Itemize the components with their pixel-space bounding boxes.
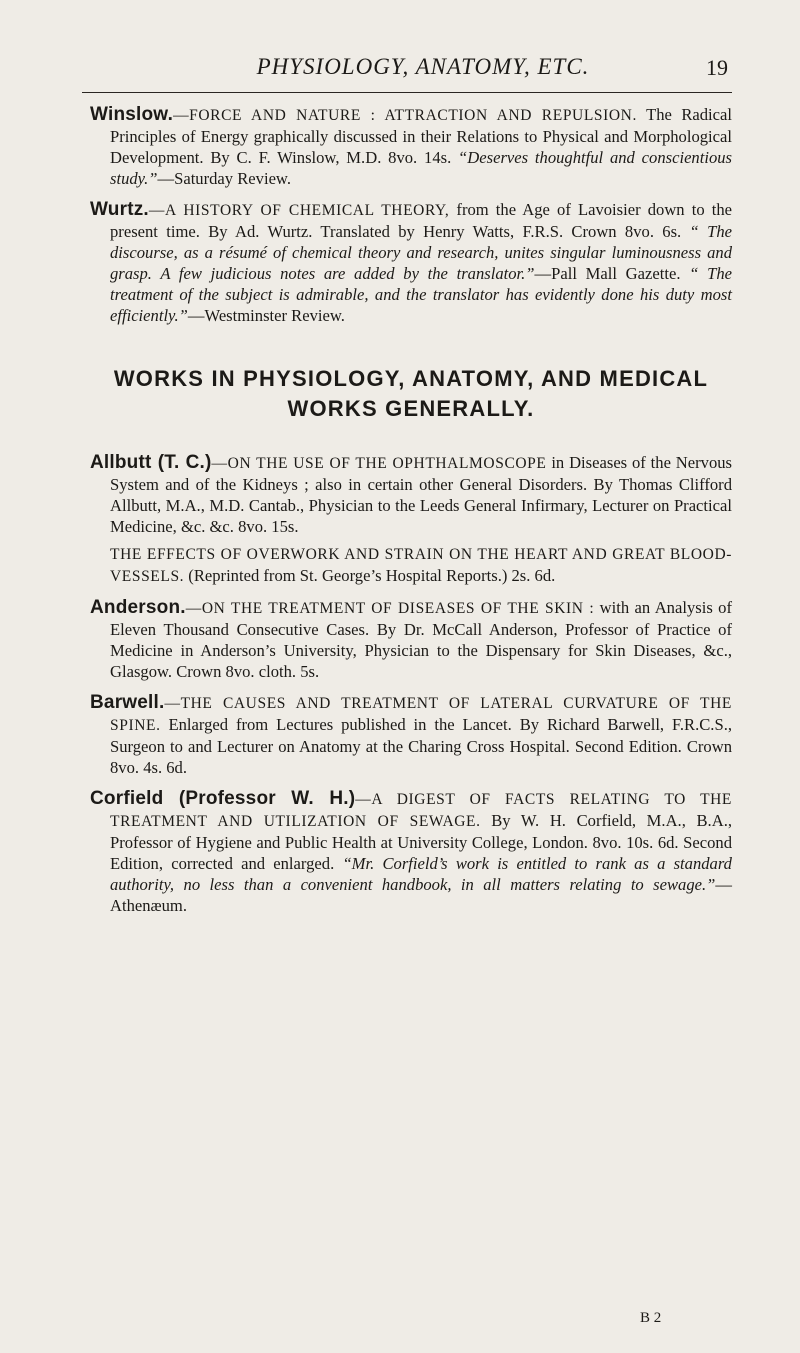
entry-quote: “ The discourse, as a résumé of chemical theory and research, unites singular luminousness and grasp. A few judicious notes are added by the translator.”: [110, 222, 732, 283]
entry-author: Barwell.: [90, 692, 165, 713]
entry-source: —Pall Mall Gazette.: [534, 264, 681, 283]
catalog-entry-barwell: [90, 692, 732, 778]
entry-title: —ON THE TREATMENT OF DISEASES OF THE SKIN :: [185, 600, 595, 617]
entry-author: Anderson.: [90, 597, 186, 618]
entry-details: from the Age of Lavoisier down to the present time. By Ad. Wurtz. Translated by Henry Watts, F.R.S. Crown 8vo. 6s.: [110, 200, 732, 241]
catalog-entry-anderson: [90, 597, 732, 682]
signature-mark: B 2: [640, 1310, 662, 1326]
entry-details: By W. H. Corfield, M.A., B.A., Professor of Hygiene and Public Health at University College, London. 8vo. 10s. 6d. Second Edition, corrected and enlarged.: [110, 811, 732, 873]
page-number: 19: [706, 55, 728, 80]
entry-source-2: —Westminster Review.: [187, 306, 345, 325]
catalog-entry-allbutt: [90, 452, 732, 537]
entry-title: —A HISTORY OF CHEMICAL THEORY,: [148, 202, 450, 219]
entry-details: (Reprinted from St. George’s Hospital Reports.) 2s. 6d.: [184, 566, 556, 585]
entry-title: —ON THE USE OF THE OPHTHALMOSCOPE: [211, 455, 547, 472]
catalog-entry-corfield: [90, 788, 732, 916]
entry-details: The Radical Principles of Energy graphically discussed in their Relations to Physical and Morphological Development. By C. F. Winslow, M.D. 8vo. 14s.: [110, 105, 732, 167]
entry-quote-2: “ The treatment of the subject is admirable, and the translator has evidently done his duty most efficiently.”: [110, 264, 733, 325]
entry-author: Corfield (Professor W. H.): [90, 788, 356, 809]
page-content: [90, 104, 732, 926]
entry-author: Wurtz.: [90, 199, 149, 220]
catalog-entry-wurtz: [90, 199, 732, 326]
entry-source: —Saturday Review.: [157, 169, 291, 188]
entry-author: Winslow.: [90, 104, 174, 125]
entry-quote: “Deserves thoughtful and conscientious study.”: [110, 148, 733, 188]
entry-title: —THE CAUSES AND TREATMENT OF LATERAL CURVATURE OF THE SPINE.: [110, 695, 732, 734]
section-heading: WORKS IN PHYSIOLOGY, ANATOMY, AND MEDICAL WORKS GENERALLY.: [113, 366, 709, 421]
header-rule: [82, 92, 732, 93]
catalog-entry-allbutt-overwork: [90, 543, 732, 587]
running-head: [118, 54, 728, 90]
entry-title: THE EFFECTS OF OVERWORK AND STRAIN ON THE HEART AND GREAT BLOOD-VESSELS.: [110, 546, 732, 585]
entry-details: Enlarged from Lectures published in the Lancet. By Richard Barwell, F.R.C.S., Surgeon to and Lecturer on Anatomy at the Charing Cross Hospital. Second Edition. Crown 8vo. 4s. 6d.: [110, 715, 732, 777]
entry-details: in Diseases of the Nervous System and of the Kidneys ; also in certain other General Disorders. By Thomas Clifford Allbutt, M.A., M.D. Cantab., Physician to the Leeds General Infirmary, Lecturer on Practical Medicine, &c. &c. 8vo. 15s.: [110, 453, 733, 536]
entry-quote: “Mr. Corfield’s work is entitled to rank as a standard authority, no less than a convenient handbook, in all matters relating to sewage.”: [110, 854, 732, 894]
entry-details: with an Analysis of Eleven Thousand Consecutive Cases. By Dr. McCall Anderson, Professor of Practice of Medicine in Anderson’s University, Physician to the Dispensary for Skin Diseases, &c., Glasgow. Crown 8vo. cloth. 5s.: [110, 598, 733, 681]
entry-title: —A DIGEST OF FACTS RELATING TO THE TREATMENT AND UTILIZATION OF SEWAGE.: [110, 791, 732, 830]
running-head-title: PHYSIOLOGY, ANATOMY, ETC.: [256, 54, 590, 79]
entry-title: —FORCE AND NATURE : ATTRACTION AND REPULSION.: [173, 107, 637, 124]
entry-author: Allbutt (T. C.): [90, 452, 212, 473]
entry-source: —Athenæum.: [110, 875, 732, 915]
catalog-entry-winslow: [90, 104, 732, 189]
